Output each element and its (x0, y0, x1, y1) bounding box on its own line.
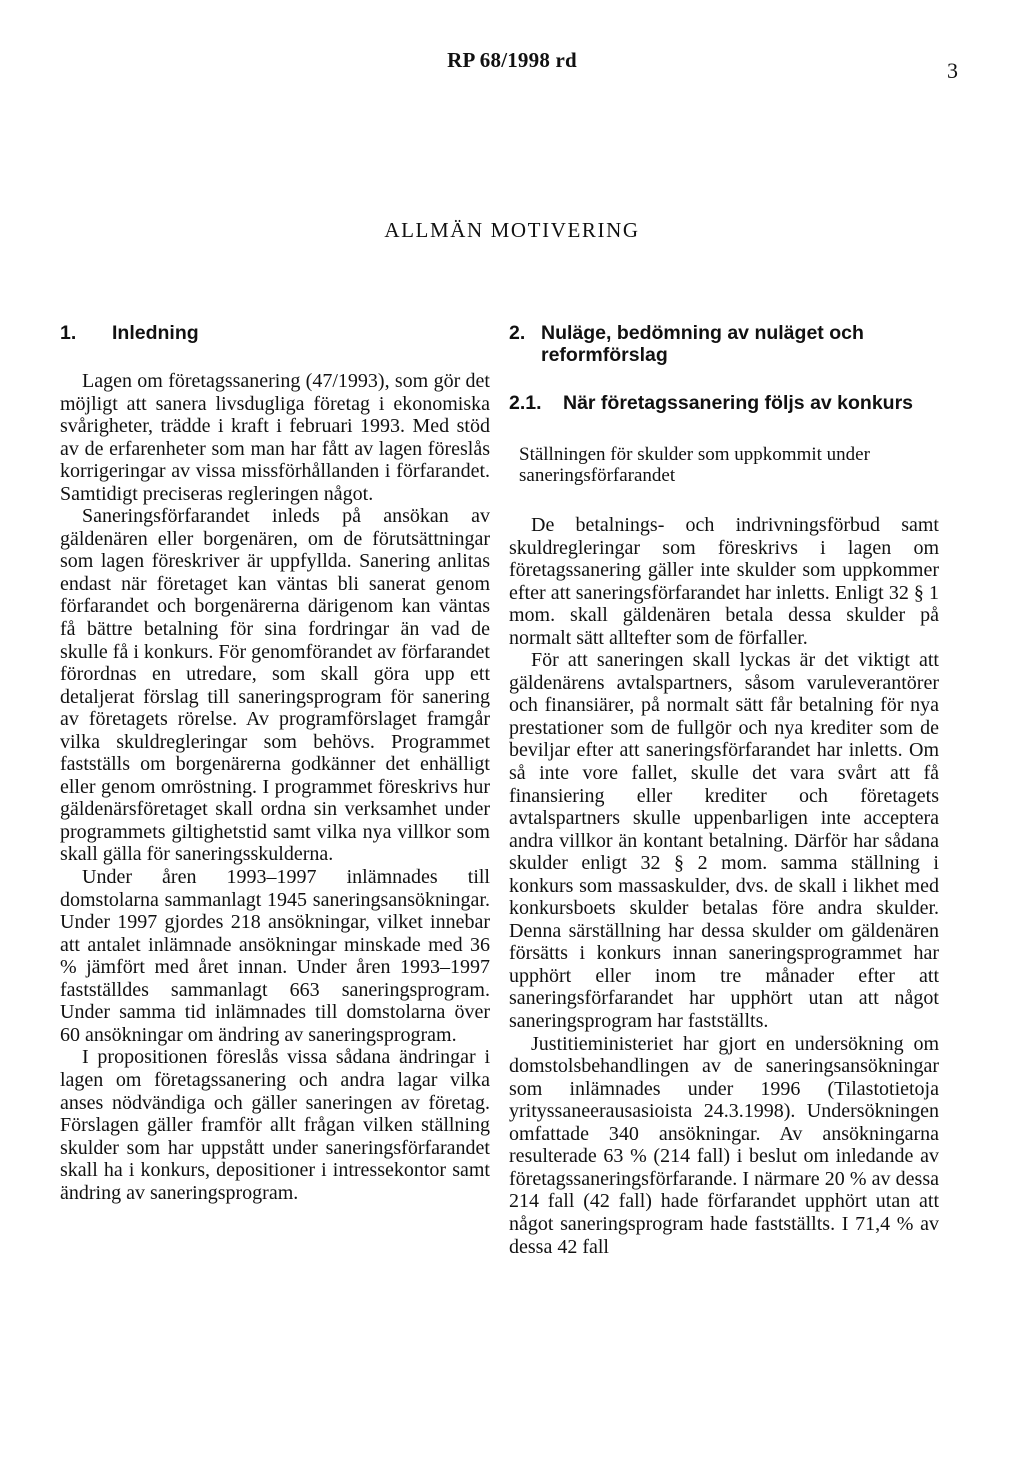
subsection-text: När företagssanering följs av konkurs (563, 392, 914, 414)
subsection-heading (509, 392, 939, 414)
heading-number: 1. (60, 322, 77, 344)
heading-number: 2. (509, 322, 526, 344)
paragraph: De betalnings- och indrivningsförbud samt skuldregleringar som föreskrivs i lagen om företagssanering gäller inte skulder som uppkommer efter att saneringsförfarandet har inletts. Enligt 32 § 1 mom. skall gäldenären betala dessa skulder på normalt sätt alltefter som de förfaller. (509, 514, 939, 649)
heading-text: Inledning (112, 322, 199, 344)
subsection-number: 2.1. (509, 392, 542, 414)
paragraph: Justitieministeriet har gjort en undersökning om domstolsbehandlingen av de saneringsansökningar som inlämnades under 1996 (Tilastotietoja yrityssaneerausasioista 24.3.1998). Undersökningen omfattade 340 ansökningar. Av ansökningarna resulterade 63 % (214 fall) i beslut om inledande av företagssaneringsförfarande. I närmare 20 % av dessa 214 fall (42 fall) hade förfarandet upphört utan att något saneringsprogram hade fastställts. I 71,4 % av dessa 42 fall (509, 1032, 939, 1258)
paragraph: Saneringsförfarandet inleds på ansökan av gäldenären eller borgenären, om de förutsättningar som lagen föreskriver är uppfyllda. Sanering anlitas endast när företaget kan väntas bli sanerat genom förfarandet och borgenärerna därigenom kan väntas få bättre betalning för sina fordringar än vad de skulle få i konkurs. För genomförandet av förfarandet förordnas en utredare, som skall göra upp ett detaljerat förslag till saneringsprogram för sanering av företagets rörelse. Av programförslaget framgår vilka skuldregleringar som behövs. Programmet fastställs om borgenärerna godkänner det enhälligt eller genom omröstning. I programmet föreskrivs hur gäldenärsföretaget skall ordna sin verksamhet under programmets giltighetstid samt vilka nya villkor som skall gälla för saneringsskulderna. (60, 505, 490, 866)
heading-nulage (509, 322, 939, 366)
paragraph: Under åren 1993–1997 inlämnades till domstolarna sammanlagt 1945 saneringsansökningar. Under 1997 gjordes 218 ansökningar, vilket innebar att antalet inlämnade ansökningar minskade med 36 % jämfört med året innan. Under åren 1993–1997 fastställdes sammanlagt 663 saneringsprogram. Under samma tid inlämnades till domstolarna över 60 ansökningar om ändring av saneringsprogram. (60, 866, 490, 1046)
paragraph: I propositionen föreslås vissa sådana ändringar i lagen om företagssanering och andra lagar vilka anses nödvändiga och gäller saneringen av företag. Förslagen gäller framför allt frågan vilken ställning skulder som har uppstått under saneringsförfarandet skall ha i konkurs, depositioner i intressekontor samt ändring av saneringsprogram. (60, 1046, 490, 1204)
heading-inledning (60, 322, 490, 344)
subheading: Ställningen för skulder som uppkommit under saneringsförfarandet (519, 444, 870, 486)
right-column (509, 322, 939, 1258)
paragraph: För att saneringen skall lyckas är det viktigt att gäldenärens avtalspartners, såsom varuleverantörer och finansiärer, på normalt sätt får betalning för nya prestationer som de fullgör och nya krediter som de beviljar efter att saneringsförfarandet har inletts. Om så inte vore fallet, skulle det vara svårt att få finansiering eller krediter och företagets avtalspartners skulle uppenbarligen inte acceptera andra villkor än kontant betalning. Därför har sådana skulder enligt 32 § 2 mom. samma ställning i konkurs som massaskulder, dvs. de skall i likhet med konkursboets skulder betalas före andra skulder. Denna särställning har dessa skulder om gäldenären försätts i konkurs innan saneringsprogrammet har upphört eller inom tre månader efter att saneringsförfarandet har upphört utan att något saneringsprogram har fastställts. (509, 649, 939, 1033)
page-number: 3 (947, 58, 958, 83)
paragraph: Lagen om företagssanering (47/1993), som gör det möjligt att sanera livsdugliga företag i ekonomiska svårigheter, trädde i kraft i februari 1993. Med stöd av de erfarenheter som man har fått av lagen föreslås korrigeringar av vissa missförhållanden i förfarandet. Samtidigt preciseras regleringen något. (60, 370, 490, 505)
left-column (60, 322, 490, 1204)
section-title: ALLMÄN MOTIVERING (384, 218, 640, 242)
heading-text: Nuläge, bedömning av nuläget och reformförslag (541, 322, 864, 366)
running-head: RP 68/1998 rd (447, 48, 577, 72)
